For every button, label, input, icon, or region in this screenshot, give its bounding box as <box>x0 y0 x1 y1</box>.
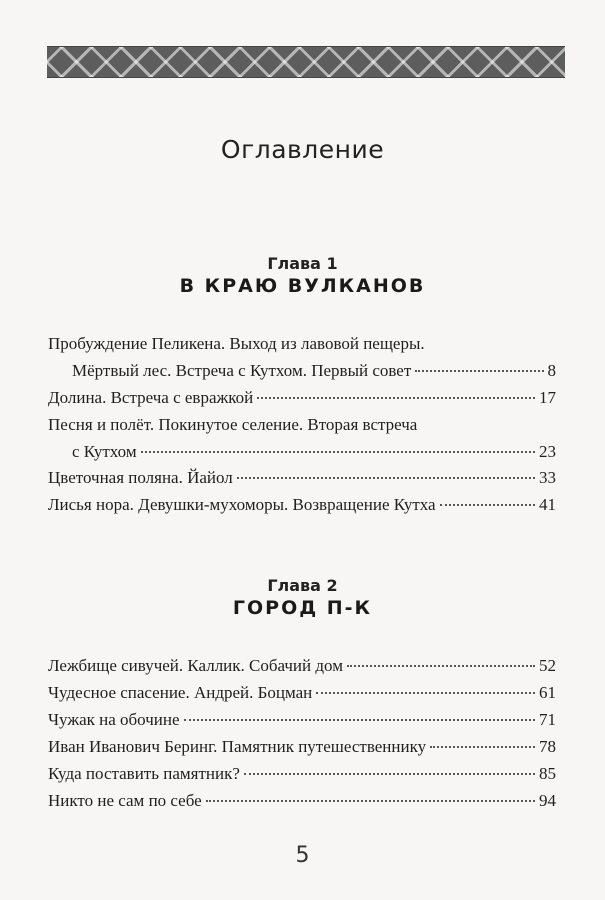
dot-leader <box>141 451 535 453</box>
toc-entry[interactable] <box>48 414 556 462</box>
toc-entry-text: Долина. Встреча с евражкой <box>48 388 254 407</box>
toc-entry-text: Лисья нора. Девушки-мухоморы. Возвращение Кутха <box>48 495 436 514</box>
toc-entry-text: Мёртвый лес. Встреча с Кутхом. Первый совет <box>72 361 412 380</box>
toc-entry[interactable] <box>48 494 556 515</box>
toc-page-number: 71 <box>539 710 556 729</box>
toc-page-number: 23 <box>539 442 556 461</box>
toc-entry-text: Куда поставить памятник? <box>48 764 240 783</box>
decorative-banner <box>47 46 565 78</box>
dot-leader <box>415 370 543 372</box>
chapter-2-label: Глава 2 <box>267 576 338 595</box>
chapter-1-title: В КРАЮ ВУЛКАНОВ <box>179 275 426 297</box>
toc-entry[interactable] <box>48 736 556 757</box>
toc-page-number: 41 <box>539 495 556 514</box>
toc-entry[interactable] <box>48 655 556 676</box>
dot-leader <box>184 719 535 721</box>
dot-leader <box>440 504 535 506</box>
toc-entry-text: Лежбище сивучей. Каллик. Собачий дом <box>48 656 343 675</box>
toc-entry-text: Никто не сам по себе <box>48 791 202 810</box>
toc-entry-text: с Кутхом <box>72 442 137 461</box>
dot-leader <box>206 800 535 802</box>
toc-page-number: 8 <box>547 361 556 380</box>
page-number: 5 <box>295 843 310 868</box>
toc-entry[interactable] <box>48 763 556 784</box>
toc-entry-text: Цветочная поляна. Йайол <box>48 468 233 487</box>
toc-entry[interactable] <box>48 467 556 488</box>
dot-leader <box>316 692 535 694</box>
toc-page-number: 85 <box>539 764 556 783</box>
dot-leader <box>257 397 535 399</box>
toc-entry[interactable] <box>48 682 556 703</box>
toc-page-number: 17 <box>539 388 556 407</box>
chapter-2-title: ГОРОД П-К <box>232 597 373 619</box>
chapter-1-label: Глава 1 <box>267 254 338 273</box>
toc-page-number: 33 <box>539 468 556 487</box>
toc-entry[interactable] <box>48 387 556 408</box>
toc-entry-text: Чужак на обочине <box>48 710 180 729</box>
dot-leader <box>347 665 535 667</box>
toc-page-number: 94 <box>539 791 556 810</box>
toc-entry[interactable] <box>48 709 556 730</box>
dot-leader <box>244 773 535 775</box>
page-title: Оглавление <box>220 135 385 164</box>
dot-leader <box>237 477 535 479</box>
dot-leader <box>430 746 535 748</box>
toc-page-number: 61 <box>539 683 556 702</box>
toc-page-number: 78 <box>539 737 556 756</box>
toc-entry-text: Песня и полёт. Покинутое селение. Вторая встреча <box>48 415 418 434</box>
toc-entry-text: Чудесное спасение. Андрей. Боцман <box>48 683 313 702</box>
toc-entry-text: Иван Иванович Беринг. Памятник путешественнику <box>48 737 427 756</box>
toc-page-number: 52 <box>539 656 556 675</box>
toc-entry[interactable] <box>48 333 556 381</box>
toc-entry[interactable] <box>48 790 556 811</box>
toc-entry-text: Пробуждение Пеликена. Выход из лавовой пещеры. <box>48 334 425 353</box>
